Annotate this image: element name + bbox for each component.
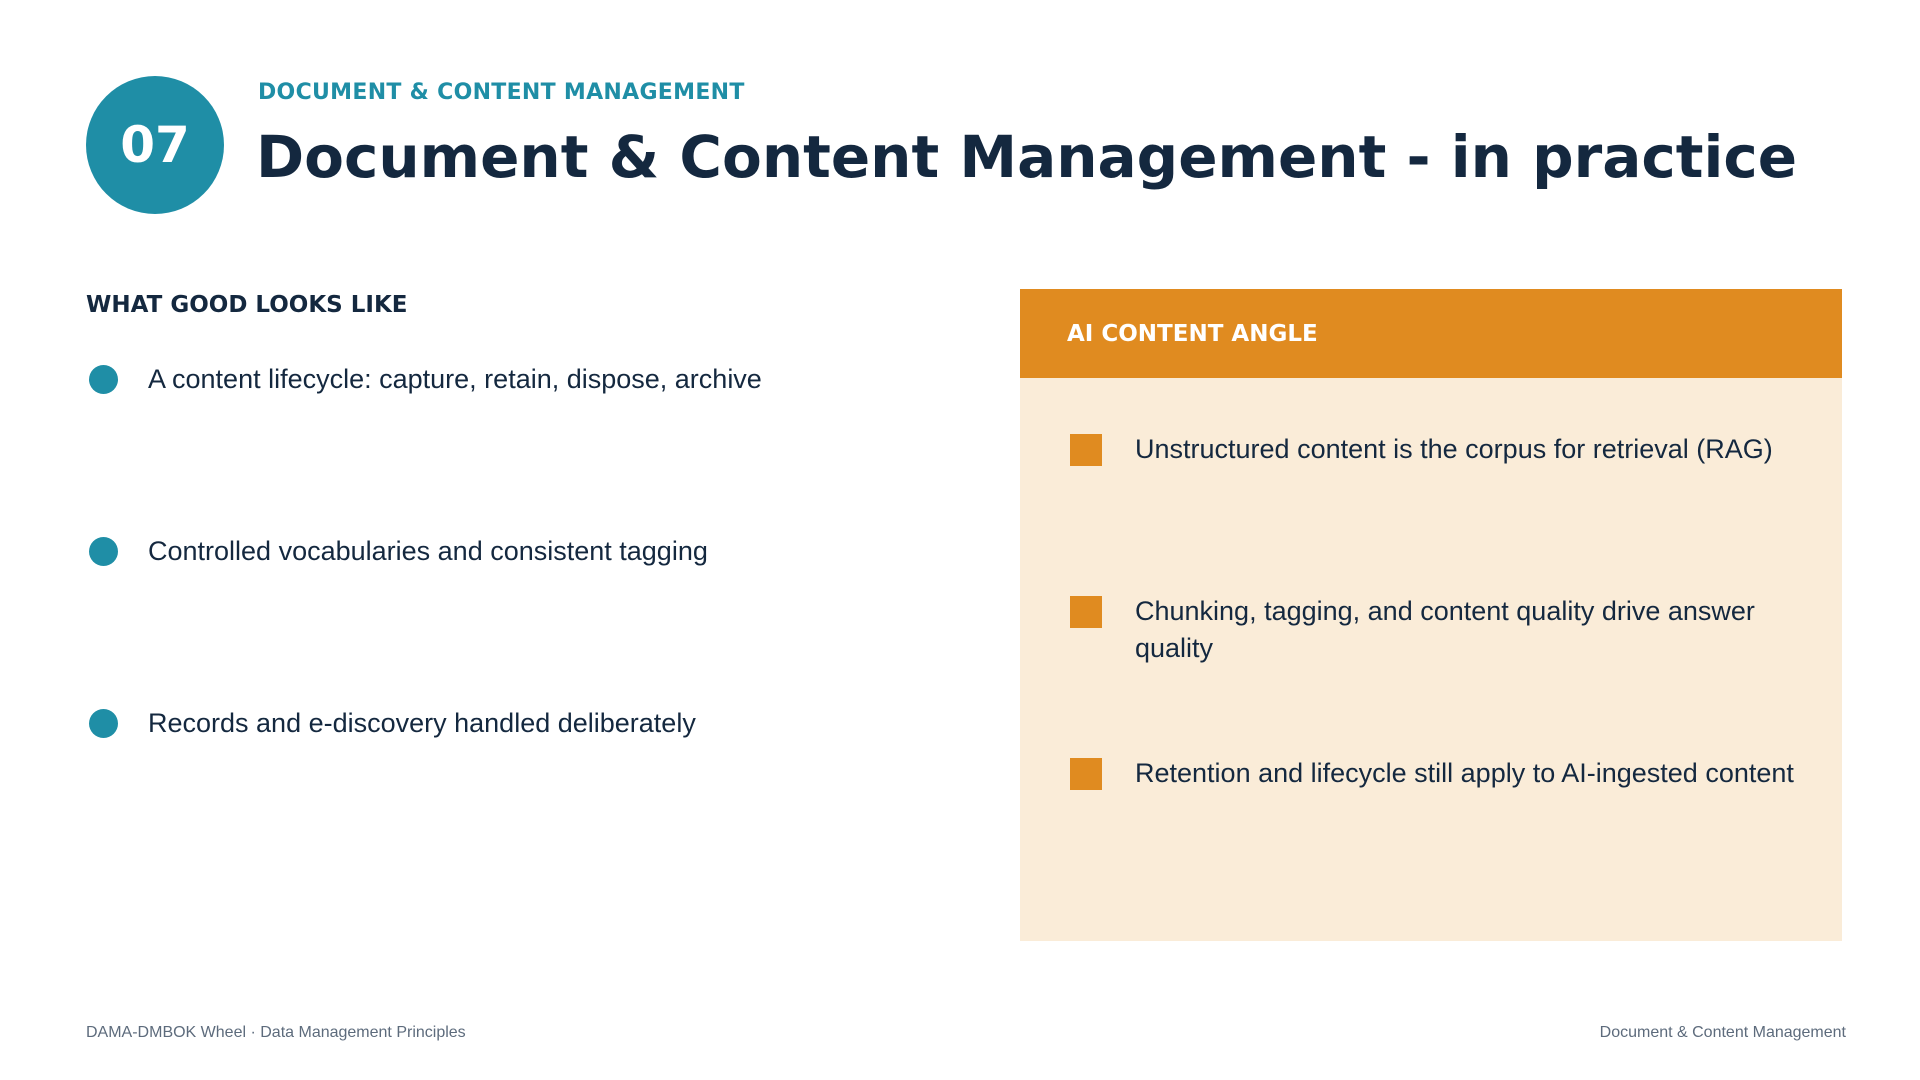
footer-left: DAMA-DMBOK Wheel · Data Management Principles — [86, 1024, 466, 1041]
ai-angle-item — [1070, 434, 1810, 468]
panel-title: AI CONTENT ANGLE — [1067, 320, 1318, 347]
bullet-dot-icon — [89, 537, 118, 566]
ai-angle-text: Chunking, tagging, and content quality drive answer quality — [1135, 596, 1755, 663]
good-practice-item — [86, 364, 762, 395]
good-practice-item — [86, 708, 696, 739]
good-practice-text: A content lifecycle: capture, retain, dispose, archive — [148, 364, 762, 394]
bullet-square-icon — [1070, 758, 1102, 790]
ai-angle-text: Retention and lifecycle still apply to AI-ingested content — [1135, 758, 1794, 788]
panel-header — [1020, 289, 1842, 378]
good-practice-item — [86, 536, 708, 567]
good-practice-text: Records and e-discovery handled deliberately — [148, 708, 696, 738]
ai-content-angle-panel — [1020, 289, 1842, 941]
what-good-looks-like-heading: WHAT GOOD LOOKS LIKE — [86, 292, 408, 318]
footer-right: Document & Content Management — [1599, 1024, 1846, 1041]
ai-angle-item — [1070, 596, 1810, 667]
ai-angle-text: Unstructured content is the corpus for retrieval (RAG) — [1135, 434, 1773, 464]
good-practice-text: Controlled vocabularies and consistent tagging — [148, 536, 708, 566]
slide-title: Document & Content Management - in practice — [256, 123, 1798, 191]
bullet-square-icon — [1070, 434, 1102, 466]
bullet-dot-icon — [89, 709, 118, 738]
section-number: 07 — [120, 116, 190, 174]
section-kicker: DOCUMENT & CONTENT MANAGEMENT — [258, 80, 745, 105]
bullet-dot-icon — [89, 365, 118, 394]
bullet-square-icon — [1070, 596, 1102, 628]
ai-angle-item — [1070, 758, 1810, 792]
section-number-badge — [86, 76, 224, 214]
